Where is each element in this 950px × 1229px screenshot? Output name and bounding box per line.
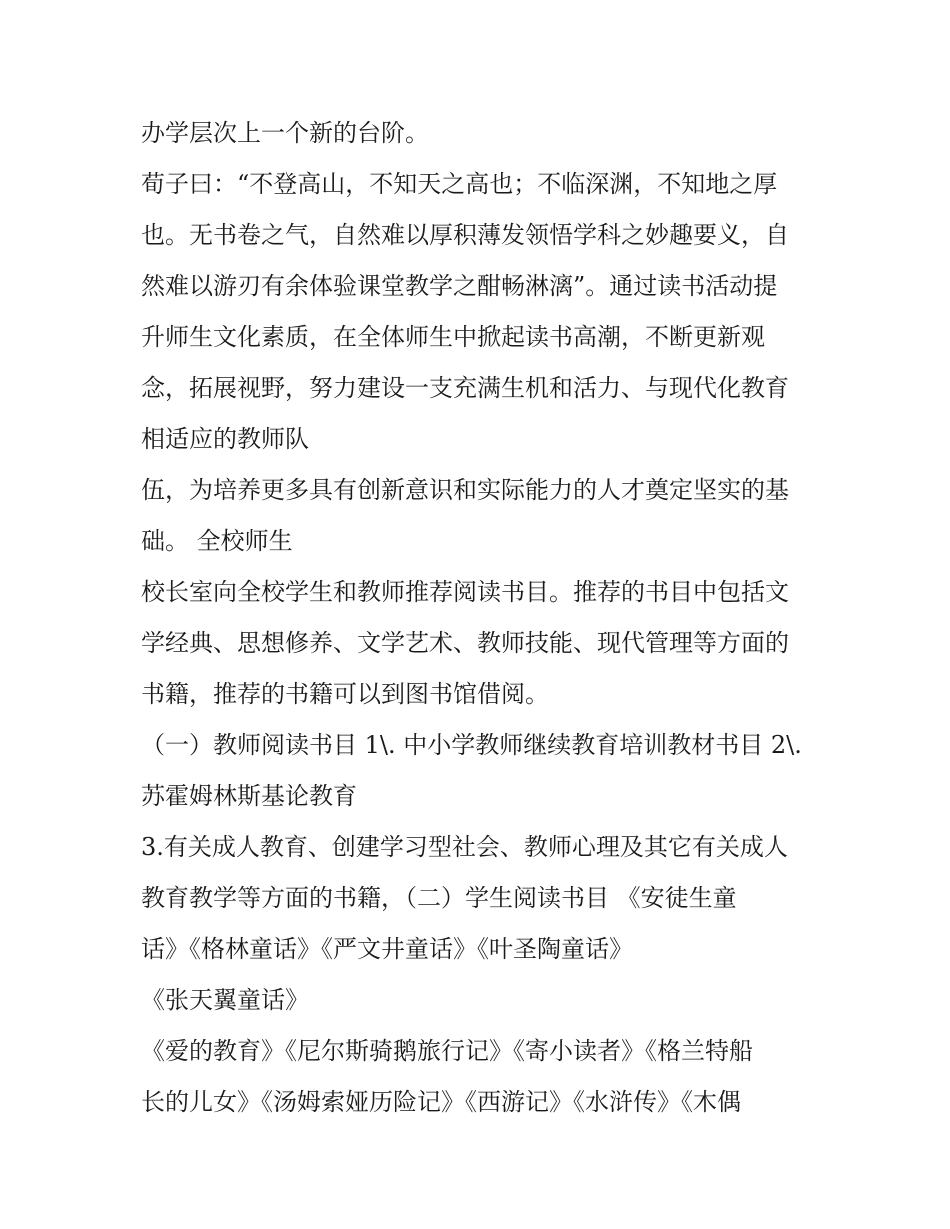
text-line: 话》《格林童话》《严文井童话》《叶圣陶童话》 xyxy=(141,935,633,963)
text-line: 学经典、思想修养、文学艺术、教师技能、现代管理等方面的 xyxy=(141,629,789,657)
text-line: 相适应的教师队 xyxy=(141,425,309,453)
document-body xyxy=(141,108,821,1128)
text-line: 升师生文化素质，在全体师生中掀起读书高潮，不断更新观 xyxy=(141,323,765,351)
text-line: （一）教师阅读书目 1\. 中小学教师继续教育培训教材书目 2\. xyxy=(141,731,802,759)
text-line: 办学层次上一个新的台阶。 xyxy=(141,119,429,147)
text-line: 也。无书卷之气，自然难以厚积薄发领悟学科之妙趣要义，自 xyxy=(141,221,789,249)
text-line: 念，拓展视野，努力建设一支充满生机和活力、与现代化教育 xyxy=(141,374,789,402)
text-line: 《爱的教育》《尼尔斯骑鹅旅行记》《寄小读者》《格兰特船 xyxy=(141,1037,753,1065)
text-line: 《张天翼童话》 xyxy=(141,986,309,1014)
text-line: 伍，为培养更多具有创新意识和实际能力的人才奠定坚实的基 xyxy=(141,476,789,504)
text-line: 书籍，推荐的书籍可以到图书馆借阅。 xyxy=(141,680,549,708)
text-line: 校长室向全校学生和教师推荐阅读书目。推荐的书目中包括文 xyxy=(141,578,789,606)
text-line: 然难以游刃有余体验课堂教学之酣畅淋漓”。通过读书活动提 xyxy=(141,272,778,300)
text-line: 长的儿女》《汤姆索娅历险记》《西游记》《水浒传》《木偶 xyxy=(141,1088,741,1116)
text-line: 教育教学等方面的书籍，（二）学生阅读书目 《安徒生童 xyxy=(141,884,737,912)
text-line: 荀子曰：“不登高山，不知天之高也；不临深渊，不知地之厚 xyxy=(141,170,778,198)
text-line: 础。 全校师生 xyxy=(141,527,293,555)
text-line: 3.有关成人教育、创建学习型社会、教师心理及其它有关成人 xyxy=(141,833,788,861)
text-line: 苏霍姆林斯基论教育 xyxy=(141,782,357,810)
